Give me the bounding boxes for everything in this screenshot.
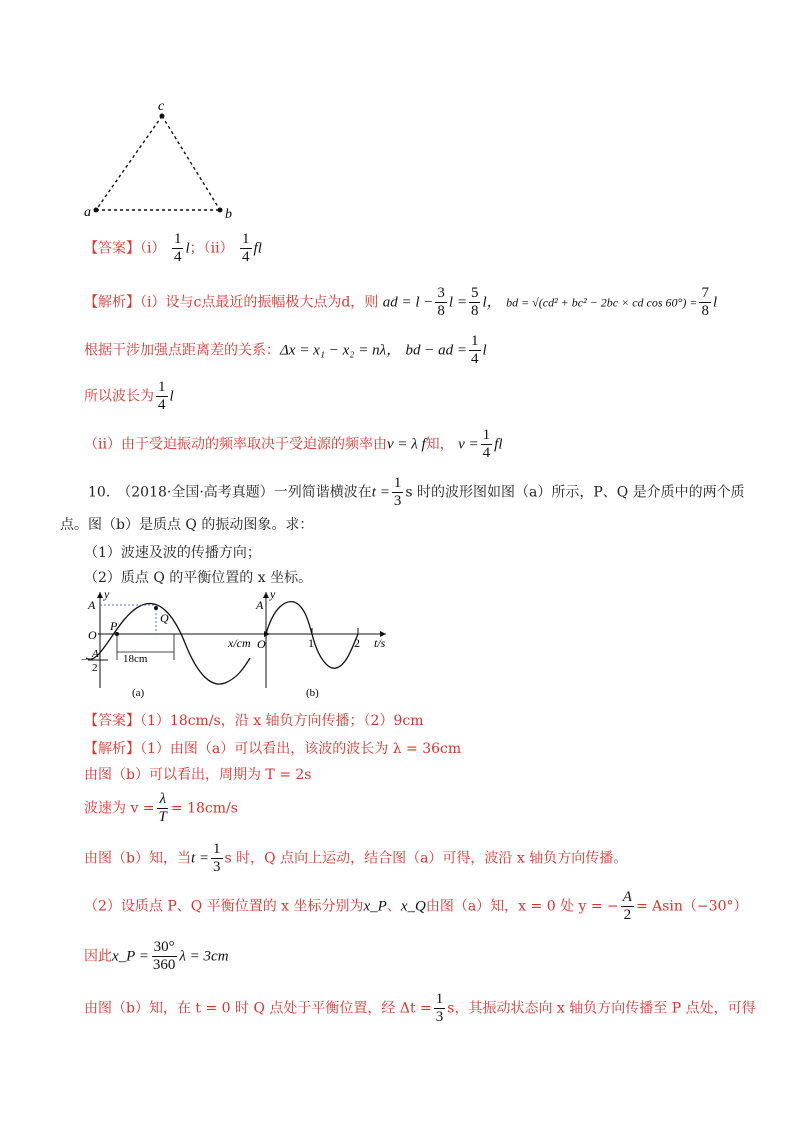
- q10-analysis-2: 由图（b）可以看出，周期为 T = 2s: [84, 767, 312, 783]
- q10-stem-line1: 10. （2018·全国·高考真题）一列简谐横波在t = $\frac{1}{3}$ s 时的波形图如图（a）所示，P、Q 是介质中的两个质: [88, 475, 745, 509]
- fig-a-negA-den: 2: [92, 662, 98, 674]
- q10-analysis-3: 波速为 v = $\frac{\lambda}{T}$ = 18cm/s: [84, 791, 238, 825]
- vertex-c: c: [158, 99, 165, 114]
- vertex-b: b: [225, 207, 232, 222]
- fig-a-Q-label: Q: [160, 611, 169, 625]
- q10-analysis-4: 由图（b）知，当t = $\frac{1}{3}$ s 时，Q 点向上运动，结合图（a）可得，波沿 x 轴负方向传播。: [84, 841, 628, 875]
- fig-a-caption: (a): [132, 687, 145, 699]
- fig-a-P-label: P: [110, 619, 118, 633]
- fig-b-t2-label: 2: [354, 636, 360, 650]
- figure-b-vibration: [254, 588, 394, 700]
- fig-b-O-label: O: [257, 637, 266, 651]
- fig-b-t1-label: 1: [308, 636, 314, 650]
- fig-b-caption: (b): [306, 687, 319, 699]
- q9-analysis-3: 所以波长为 $\frac{1}{4}$ l: [84, 379, 174, 413]
- q10-analysis-1: 【解析】（1）由图（a）可以看出，该波的波长为 λ = 36cm: [84, 741, 462, 757]
- fig-a-span: 18cm: [123, 653, 148, 665]
- q10-analysis-5: （2）设质点 P、Q 平衡位置的 x 坐标分别为x_P、x_Q由图（a）知，x = 0 处 y = − $\frac{A}{2}$ = Asin（−30°）: [84, 889, 748, 923]
- q10-answer: 【答案】（1）18cm/s，沿 x 轴负方向传播；（2）9cm: [84, 713, 424, 729]
- q9-analysis-1: 【解析】（i）设与c点最近的振幅极大点为d，则 ad = l − $\frac{3}{8}$ l = $\frac{5}{8}$ l， bd = √(cd² + bc² − 2bc × cd cos 60°) = $\frac{7}{8}$ l: [84, 285, 718, 319]
- q9-analysis-4: （ii）由于受迫振动的频率取决于受迫源的频率由v = λ f知， v = $\frac{1}{4}$ fl: [84, 427, 503, 461]
- fig-b-t-label: t/s: [374, 636, 386, 650]
- fig-a-y-label: y: [104, 588, 110, 601]
- q10-stem-line2: 点。图（b）是质点 Q 的振动图象。求：: [60, 517, 314, 533]
- figure-a-wave: [80, 588, 280, 700]
- q10-analysis-7: 由图（b）知，在 t = 0 时 Q 点处于平衡位置，经 Δt = $\frac{1}{3}$ s，其振动状态向 x 轴负方向传播至 P 点处，可得: [84, 991, 756, 1025]
- fig-b-y-label: y: [270, 588, 276, 601]
- fig-a-x-label: x/cm: [228, 636, 251, 650]
- vertex-a: a: [84, 205, 91, 220]
- q9-analysis-2: 根据干涉加强点距离差的关系：Δx = x₁ − x₂ = nλ， bd − ad = $\frac{1}{4}$ l: [84, 333, 487, 367]
- fig-a-O-label: O: [88, 628, 97, 642]
- fig-a-minus: −: [81, 654, 88, 666]
- q10-sub2: （2）质点 Q 的平衡位置的 x 坐标。: [84, 570, 313, 586]
- fig-a-A-label: A: [88, 598, 96, 612]
- q9-answer: 【答案】（i） $\frac{1}{4}$ l；（ii） $\frac{1}{4}$ fl: [84, 231, 262, 265]
- fig-b-A-label: A: [256, 598, 264, 612]
- triangle-figure: [80, 98, 250, 223]
- q10-analysis-6: 因此x_P = $\frac{30^\circ}{360}$ λ = 3cm: [84, 939, 229, 973]
- fig-a-negA-num: A: [92, 648, 99, 660]
- q10-sub1: （1）波速及波的传播方向；: [84, 545, 261, 561]
